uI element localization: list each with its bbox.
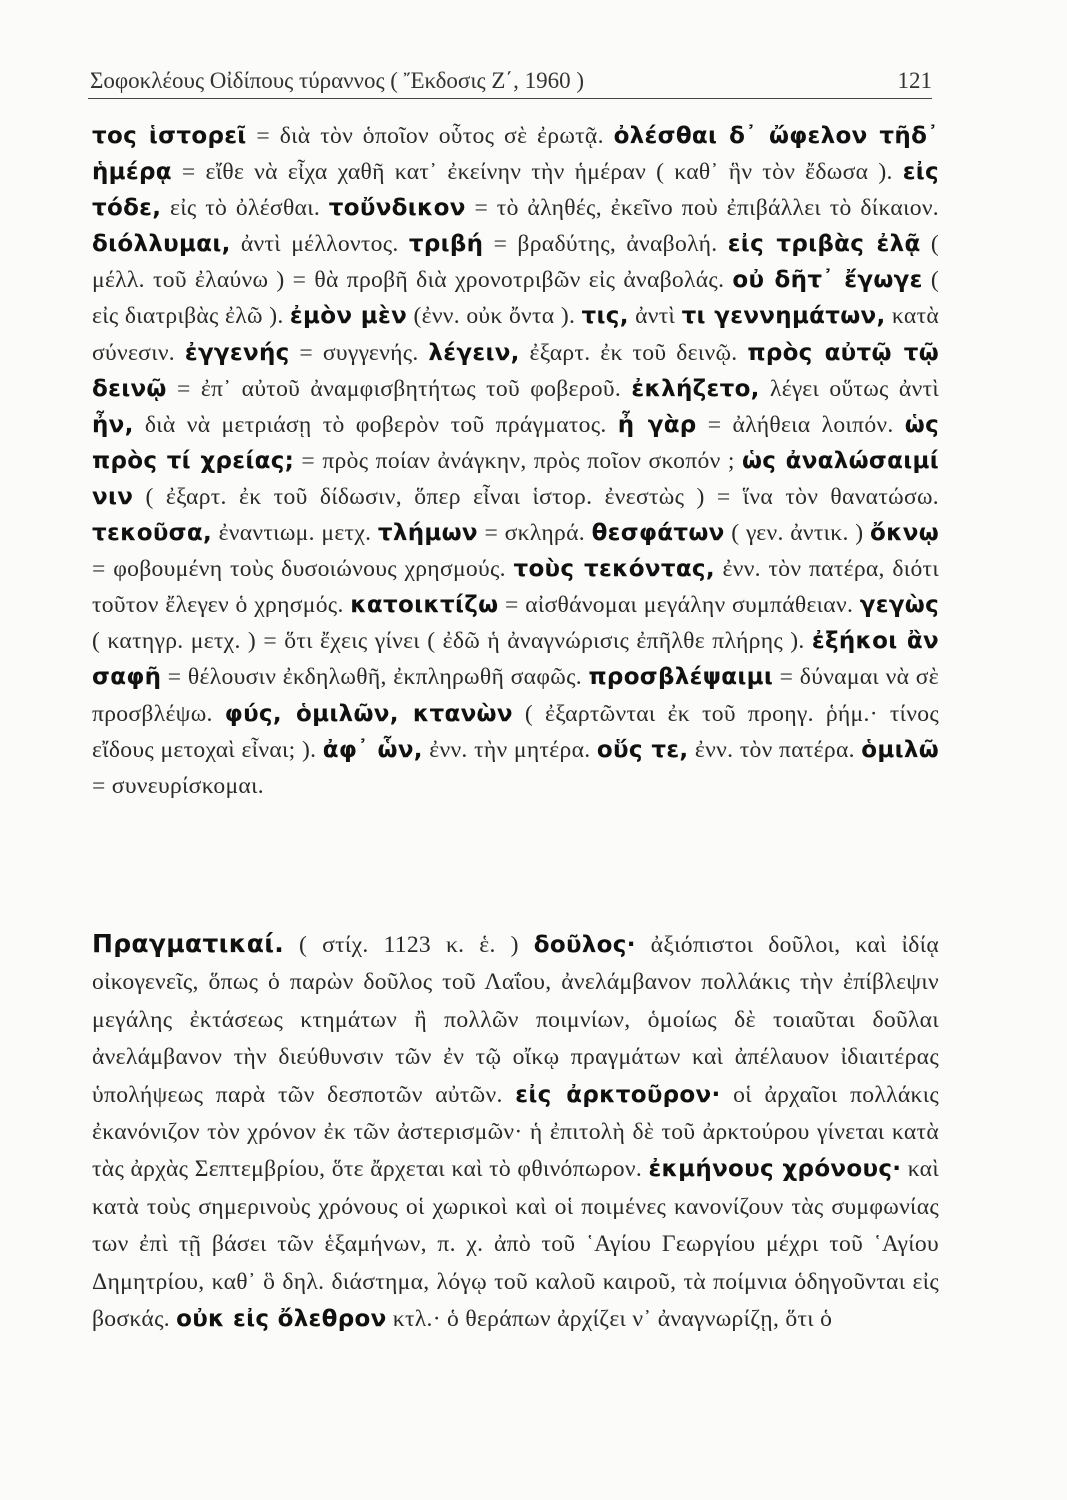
gloss-text: ἀξιόπιστοι δοῦλοι, καὶ ἰδίᾳ οἰκογενεῖς, ὅπως ὁ παρὼν δοῦλος τοῦ Λαΐου, ἀνελάμβανον πολλάκις τὴν ἐπίβλεψιν μεγάλης ἐκτάσεως κτημάτων ἢ πολλῶν ποιμνίων, ὁμοίως δὲ τοιαῦται δοῦλαι ἀνελάμβανον τὴν διεύθυνσιν τῶν ἐν τῷ οἴκῳ πραγμάτων καὶ ἀπέλαυον ἰδιαιτέρας ὑπολήψεως παρὰ τῶν δεσποτῶν αὐτῶν. (92, 932, 939, 1108)
gloss-text: = εἴθε νὰ εἶχα χαθῆ κατ᾽ ἐκείνην τὴν ἡμέραν ( καθ᾽ ἣν τὸν ἔδωσα ). (171, 159, 903, 186)
section-heading: Πραγματικαί. (92, 929, 285, 958)
gloss-text: ἀντὶ μέλλοντος. (230, 231, 409, 258)
gloss-text: λέγει οὕτως ἀντὶ (759, 375, 939, 402)
header-rule (88, 98, 932, 99)
gloss-text: ἐνν. τὴν μητέρα. (422, 736, 597, 763)
lemma-term: προσβλέψαιμι (588, 664, 774, 691)
lemma-term: ὀλέσθαι δ᾽ ὤφελον τῆδ᾽ ἡμέρᾳ (92, 123, 939, 186)
lemma-term: ἐμὸν μὲν (289, 303, 408, 330)
gloss-text: = σκληρά. (477, 520, 592, 547)
lemma-term: οὐ δῆτ᾽ ἔγωγε (732, 267, 923, 294)
gloss-text: = θέλουσιν ἐκδηλωθῆ, ἐκπληρωθῆ σαφῶς. (161, 664, 589, 691)
gloss-text: = δύναμαι νὰ σὲ προσβλέψω. (92, 664, 939, 727)
lemma-term: ὁμιλῶ (861, 736, 940, 763)
gloss-text: = αἰσθάνομαι μεγάλην συμπάθειαν. (498, 592, 860, 619)
gloss-text: ( γεν. ἀντικ. ) (724, 520, 871, 547)
gloss-text: εἰς τὸ ὀλέσθαι. (161, 195, 329, 222)
lemma-term: κατοικτίζω (350, 592, 499, 619)
gloss-text: ( ἐξαρτ. ἐκ τοῦ δίδωσιν, ὅπερ εἶναι ἱστορ. ἐνεστὼς ) = ἵνα τὸν θανατώσω. (133, 483, 939, 510)
lemma-term: ἐκλήζετο, (631, 375, 760, 402)
lemma-term: ὡς ἀναλώσαιμί νιν (92, 447, 939, 510)
gloss-text: (ἐνν. οὐκ ὄντα ). (407, 303, 582, 330)
lemma-term: οὐκ εἰς ὄλεθρον (176, 1306, 387, 1333)
lemma-term: τοὔνδικον (328, 195, 466, 222)
gloss-text: ἐναντιωμ. μετχ. (212, 520, 378, 547)
gloss-text: = φοβουμένη τοὺς δυσοιώνους χρησμούς. (92, 556, 514, 583)
gloss-text: = διὰ τὸν ὁποῖον οὗτος σὲ ἐρωτᾷ. (246, 123, 614, 149)
lemma-term: εἰς τριβὰς ἐλᾷ (727, 231, 921, 258)
gloss-text: ἐνν. τὸν πατέρα. (688, 736, 862, 763)
gloss-text: ( κατηγρ. μετχ. ) = ὅτι ἔχεις γίνει ( ἐδῶ ἡ ἀναγνώρισις ἐπῆλθε πλήρης ). (92, 628, 812, 655)
gloss-text: ἐξαρτ. ἐκ τοῦ δεινῷ. (519, 339, 748, 366)
lemma-term: τλήμων (377, 520, 478, 547)
lemma-term: ὄκνῳ (870, 520, 940, 547)
lemma-term: εἰς τόδε, (92, 159, 939, 222)
gloss-text: ( μέλλ. τοῦ ἐλαύνω ) = θὰ προβῆ διὰ χρονοτριβῶν εἰς ἀναβολάς. (92, 231, 940, 294)
page-number: 121 (897, 68, 932, 93)
lemma-term: ἀφ᾽ ὧν, (322, 736, 423, 763)
commentary-paragraph (92, 118, 939, 804)
running-header (90, 68, 932, 94)
gloss-text: ( εἰς διατριβὰς ἐλῶ ). (92, 267, 940, 330)
gloss-text: καὶ κατὰ τοὺς σημερινοὺς χρόνους οἱ χωρικοὶ καὶ οἱ ποιμένες κανονίζουν τὰς συμφωνίας των ἐπὶ τῇ βάσει τῶν ἑξαμήνων, π. χ. ἀπὸ τοῦ ῾Αγίου Γεωργίου μέχρι τοῦ ῾Αγίου Δημητρίου, καθ᾽ ὃ δηλ. διάστημα, λόγῳ τοῦ καλοῦ καιροῦ, τὰ ποίμνια ὁδηγοῦνται εἰς βοσκάς. (92, 1156, 939, 1333)
lemma-term: τριβή (408, 231, 484, 258)
lemma-term: θεσφάτων (591, 520, 725, 547)
lemma-term: τις, (581, 303, 629, 330)
lemma-term: ὡς πρὸς τί χρείας; (92, 411, 940, 474)
lemma-term: λέγειν, (428, 339, 520, 366)
lemma-term: διόλλυμαι, (92, 231, 231, 258)
gloss-text: = ἐπ᾽ αὐτοῦ ἀναμφισβητήτως τοῦ φοβεροῦ. (166, 375, 632, 402)
gloss-text: κτλ.· ὁ θεράπων ἀρχίζει ν᾽ ἀναγνωρίζῃ, ὅτι ὁ (386, 1306, 833, 1333)
gloss-text: = ἀλήθεια λοιπόν. (696, 411, 905, 438)
gloss-text: = τὸ ἀληθές, ἐκεῖνο ποὺ ἐπιβάλλει τὸ δίκαιον. (465, 195, 940, 222)
gloss-text: κατὰ σύνεσιν. (92, 303, 940, 366)
lemma-term: φύς, ὁμιλῶν, κτανὼν (224, 700, 513, 727)
gloss-text: = πρὸς ποίαν ἀνάγκην, πρὸς ποῖον σκοπόν ; (294, 447, 742, 474)
lemma-term: εἰς ἀρκτοῦρον· (515, 1081, 721, 1108)
lemma-term: πρὸς αὐτῷ τῷ δεινῷ (92, 339, 939, 402)
running-title: Σοφοκλέους Οἰδίπους τύραννος ( Ἔκδοσις Ζ΄, 1960 ) (90, 68, 584, 93)
gloss-text: ( ἐξαρτῶνται ἐκ τοῦ προηγ. ῥήμ.· τίνος εἴδους μετοχαὶ εἶναι; ). (92, 700, 939, 763)
lemma-term: ἦ γὰρ (617, 411, 697, 438)
lemma-term: τεκοῦσα, (92, 520, 213, 547)
gloss-text: ( στίχ. 1123 κ. ἑ. ) (284, 932, 534, 958)
gloss-text: = συγγενής. (289, 339, 429, 366)
gloss-text: ἀντὶ (628, 303, 682, 330)
lemma-term: οὕς τε, (596, 736, 689, 763)
gloss-text: ἐνν. τὸν πατέρα, διότι τοῦτον ἔλεγεν ὁ χρησμός. (92, 556, 939, 619)
lemma-term: δοῦλος· (533, 932, 636, 958)
historical-notes-paragraph (92, 925, 939, 1338)
lemma-term: ἦν, (92, 411, 134, 438)
gloss-text: διὰ νὰ μετριάσῃ τὸ φοβερὸν τοῦ πράγματος. (133, 411, 618, 438)
lemma-term: ἐξήκοι ἂν σαφῆ (92, 628, 939, 691)
lemma-term: τοὺς τεκόντας, (513, 556, 715, 583)
gloss-text: = βραδύτης, ἀναβολή. (483, 231, 728, 258)
lemma-term: τι γεννημάτων, (681, 303, 886, 330)
lemma-term: γεγὼς (859, 592, 940, 619)
lemma-term: ἐγγενής (184, 339, 290, 366)
lemma-term: τος ἱστορεῖ (92, 123, 247, 149)
lemma-term: ἐκμήνους χρόνους· (648, 1156, 902, 1183)
gloss-text: οἱ ἀρχαῖοι πολλάκις ἐκανόνιζον τὸν χρόνον ἐκ τῶν ἀστερισμῶν· ἡ ἐπιτολὴ δὲ τοῦ ἀρκτούρου γίνεται κατὰ τὰς ἀρχὰς Σεπτεμβρίου, ὅτε ἄρχεται καὶ τὸ φθινόπωρον. (92, 1081, 940, 1183)
gloss-text: = συνευρίσκομαι. (92, 772, 264, 799)
